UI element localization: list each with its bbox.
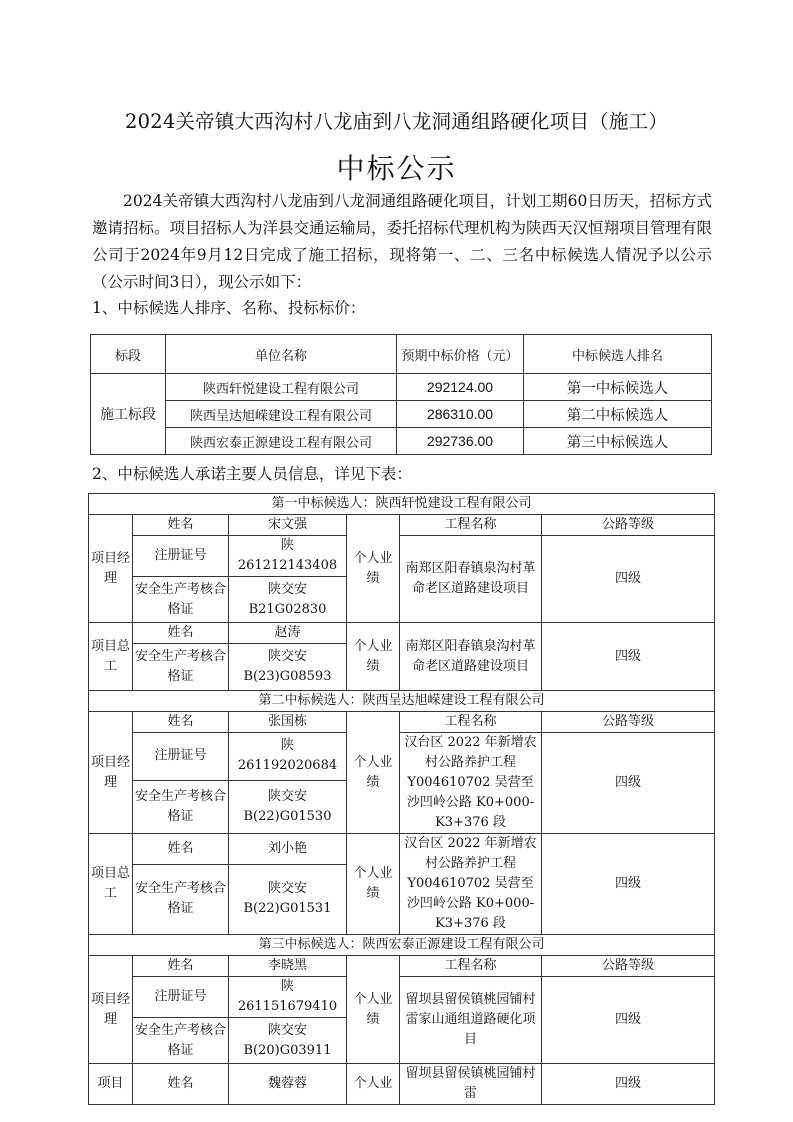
price-cell: 292124.00 [397,374,524,401]
personnel-table [88,493,715,1105]
label-safety-cert: 安全生产考核合格证 [133,780,229,833]
road-grade-value: 四级 [542,623,715,691]
section1-heading: 1、中标候选人排序、名称、投标标价： [92,299,366,317]
section-cell: 施工标段 [91,374,166,455]
rank-cell: 第三中标候选人 [524,428,712,455]
label-safety-cert: 安全生产考核合格证 [133,1018,229,1064]
person-name: 李晓黑 [229,956,347,977]
road-grade-value: 四级 [542,977,715,1064]
project-name-value: 南郑区阳春镇泉沟村革命老区道路建设项目 [400,536,542,623]
label-project-name: 工程名称 [400,515,542,536]
table-row [91,374,712,401]
label-road-grade: 公路等级 [542,515,715,536]
label-name: 姓名 [133,515,229,536]
road-grade-value: 四级 [542,733,715,834]
bid-ranking-table [90,334,712,455]
label-name: 姓名 [133,712,229,733]
label-reg-no: 注册证号 [133,977,229,1018]
header-section: 标段 [91,335,166,374]
candidate-header: 第一中标候选人：陕西轩悦建设工程有限公司 [89,494,715,515]
table-row [91,401,712,428]
reg-no-value: 陕 261151679410 [229,977,347,1018]
safety-cert-value: 陕交安 B21G02830 [229,577,347,623]
label-name: 姓名 [133,834,229,865]
road-grade-value: 四级 [542,1064,715,1105]
label-performance: 个人业绩 [347,956,400,1064]
candidate-header: 第三中标候选人：陕西宏泰正源建设工程有限公司 [89,935,715,956]
label-road-grade: 公路等级 [542,956,715,977]
table-row [91,428,712,455]
label-performance: 个人业绩 [347,515,400,623]
person-name: 赵涛 [229,623,347,644]
header-company: 单位名称 [166,335,397,374]
project-name-value: 留坝县留侯镇桃园铺村雷家山通组道路硬化项目 [400,977,542,1064]
rank-cell: 第一中标候选人 [524,374,712,401]
project-name-value: 南郑区阳春镇泉沟村革命老区道路建设项目 [400,623,542,691]
label-name: 姓名 [133,956,229,977]
person-name: 宋文强 [229,515,347,536]
rank-cell: 第二中标候选人 [524,401,712,428]
company-cell: 陕西呈达旭嵘建设工程有限公司 [166,401,397,428]
project-name-partial: 留坝县留侯镇桃园铺村雷 [400,1064,542,1105]
label-safety-cert: 安全生产考核合格证 [133,577,229,623]
safety-cert-value: 陕交安 B(22)G01531 [229,864,347,934]
label-name: 姓名 [133,1064,229,1105]
label-name: 姓名 [133,623,229,644]
label-project-name: 工程名称 [400,712,542,733]
safety-cert-value: 陕交安 B(20)G03911 [229,1018,347,1064]
role-label-truncated: 项目 [89,1064,133,1105]
person-name: 刘小艳 [229,834,347,865]
intro-paragraph: 2024关帝镇大西沟村八龙庙到八龙洞通组路硬化项目，计划工期60日历天，招标方式邀请招标。项目招标人为洋县交通运输局，委托招标代理机构为陕西天汉恒翔项目管理有限公司于2024年9月12日完成了施工招标，现将第一、二、三名中标候选人情况予以公示（公示时间3日），现公示如下： [92,192,713,291]
price-cell: 292736.00 [397,428,524,455]
header-rank: 中标候选人排名 [524,335,712,374]
reg-no-value: 陕 261212143408 [229,536,347,577]
safety-cert-value: 陕交安 B(22)G01530 [229,780,347,833]
label-performance-truncated: 个人业 [347,1064,400,1105]
label-reg-no: 注册证号 [133,733,229,781]
label-road-grade: 公路等级 [542,712,715,733]
document-subtitle: 中标公示 [336,152,457,185]
label-performance: 个人业绩 [347,623,400,691]
project-name-value: 汉台区 2022 年新增农村公路养护工程 Y004610702 吴营至沙凹岭公路 K0+000-K3+376 段 [400,834,542,935]
price-cell: 286310.00 [397,401,524,428]
document-title: 2024关帝镇大西沟村八龙庙到八龙洞通组路硬化项目（施工） [125,110,668,133]
header-price: 预期中标价格（元） [397,335,524,374]
section2-heading: 2、中标候选人承诺主要人员信息，详见下表： [92,465,412,483]
label-project-name: 工程名称 [400,956,542,977]
role-label-chief-engineer: 项目总工 [89,623,133,691]
road-grade-value: 四级 [542,536,715,623]
person-name: 张国栋 [229,712,347,733]
person-name: 魏蓉蓉 [229,1064,347,1105]
role-label-pm: 项目经理 [89,956,133,1064]
label-performance: 个人业绩 [347,834,400,935]
reg-no-value: 陕 261192020684 [229,733,347,781]
safety-cert-value: 陕交安 B(23)G08593 [229,644,347,691]
candidate-header: 第二中标候选人：陕西呈达旭嵘建设工程有限公司 [89,691,715,712]
road-grade-value: 四级 [542,834,715,935]
role-label-chief-engineer: 项目总工 [89,834,133,935]
label-safety-cert: 安全生产考核合格证 [133,644,229,691]
company-cell: 陕西宏泰正源建设工程有限公司 [166,428,397,455]
company-cell: 陕西轩悦建设工程有限公司 [166,374,397,401]
label-reg-no: 注册证号 [133,536,229,577]
project-name-value: 汉台区 2022 年新增农村公路养护工程 Y004610702 吴营至沙凹岭公路 K0+000-K3+376 段 [400,733,542,834]
label-safety-cert: 安全生产考核合格证 [133,864,229,934]
table-header-row [91,335,712,374]
role-label-pm: 项目经理 [89,515,133,623]
role-label-pm: 项目经理 [89,712,133,834]
label-performance: 个人业绩 [347,712,400,834]
